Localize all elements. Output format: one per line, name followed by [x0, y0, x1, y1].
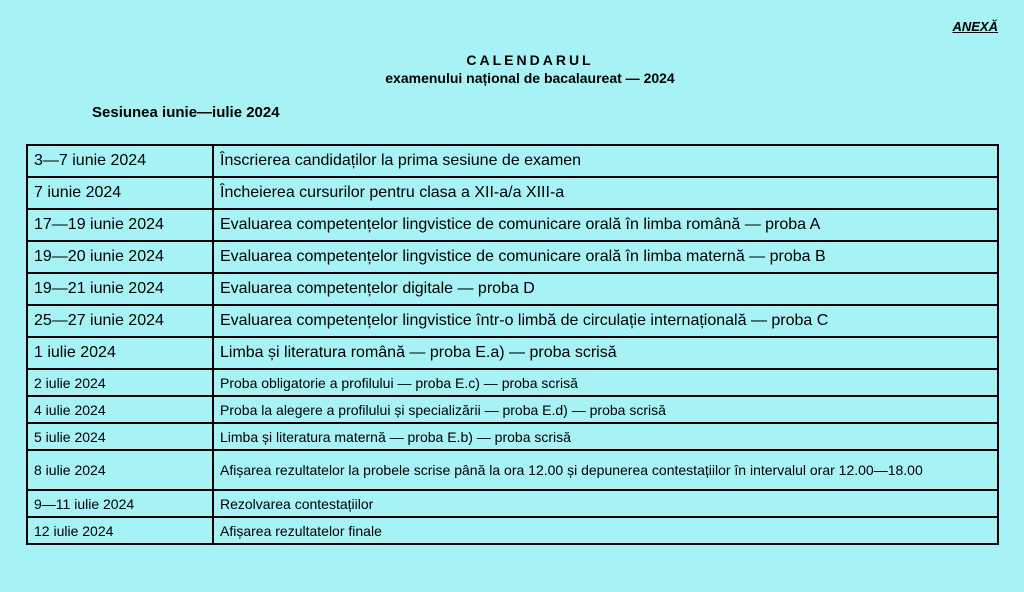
table-row [27, 369, 998, 396]
row-date: 5 iulie 2024 [27, 423, 213, 450]
row-event: Evaluarea competențelor lingvistice de comunicare orală în limba română — proba A [213, 209, 998, 241]
table-row [27, 145, 998, 177]
document-subtitle: examenului național de bacalaureat — 2024 [385, 70, 675, 86]
row-event: Evaluarea competențelor lingvistice într-o limbă de circulație internațională — proba C [213, 305, 998, 337]
table-row [27, 305, 998, 337]
table-row [27, 273, 998, 305]
row-event: Evaluarea competențelor digitale — proba D [213, 273, 998, 305]
row-date: 1 iulie 2024 [27, 337, 213, 369]
table-row [27, 423, 998, 450]
table-row [27, 517, 998, 544]
row-date: 2 iulie 2024 [27, 369, 213, 396]
row-event: Limba și literatura maternă — proba E.b) — proba scrisă [213, 423, 998, 450]
table-row [27, 490, 998, 517]
row-event: Afișarea rezultatelor la probele scrise până la ora 12.00 și depunerea contestațiilor în intervalul orar 12.00—18.00 [213, 450, 998, 490]
row-date: 7 iunie 2024 [27, 177, 213, 209]
row-date: 9—11 iulie 2024 [27, 490, 213, 517]
table-row [27, 209, 998, 241]
table-row [27, 337, 998, 369]
row-event: Limba și literatura română — proba E.a) — proba scrisă [213, 337, 998, 369]
row-date: 25—27 iunie 2024 [27, 305, 213, 337]
document-title: CALENDARUL [466, 52, 594, 68]
table-row [27, 396, 998, 423]
row-date: 19—21 iunie 2024 [27, 273, 213, 305]
row-date: 4 iulie 2024 [27, 396, 213, 423]
table-row [27, 177, 998, 209]
row-event: Evaluarea competențelor lingvistice de comunicare orală în limba maternă — proba B [213, 241, 998, 273]
row-event: Afișarea rezultatelor finale [213, 517, 998, 544]
row-date: 17—19 iunie 2024 [27, 209, 213, 241]
row-date: 19—20 iunie 2024 [27, 241, 213, 273]
calendar-table [26, 144, 999, 545]
row-date: 12 iulie 2024 [27, 517, 213, 544]
row-event: Înscrierea candidaților la prima sesiune de examen [213, 145, 998, 177]
row-date: 8 iulie 2024 [27, 450, 213, 490]
row-date: 3—7 iunie 2024 [27, 145, 213, 177]
session-heading: Sesiunea iunie—iulie 2024 [92, 104, 280, 121]
table-row [27, 241, 998, 273]
table-row [27, 450, 998, 490]
document-header [0, 52, 1024, 87]
row-event: Rezolvarea contestațiilor [213, 490, 998, 517]
row-event: Proba la alegere a profilului și specializării — proba E.d) — proba scrisă [213, 396, 998, 423]
row-event: Proba obligatorie a profilului — proba E.c) — proba scrisă [213, 369, 998, 396]
annex-label: ANEXĂ [952, 19, 998, 34]
row-event: Încheierea cursurilor pentru clasa a XII-a/a XIII-a [213, 177, 998, 209]
